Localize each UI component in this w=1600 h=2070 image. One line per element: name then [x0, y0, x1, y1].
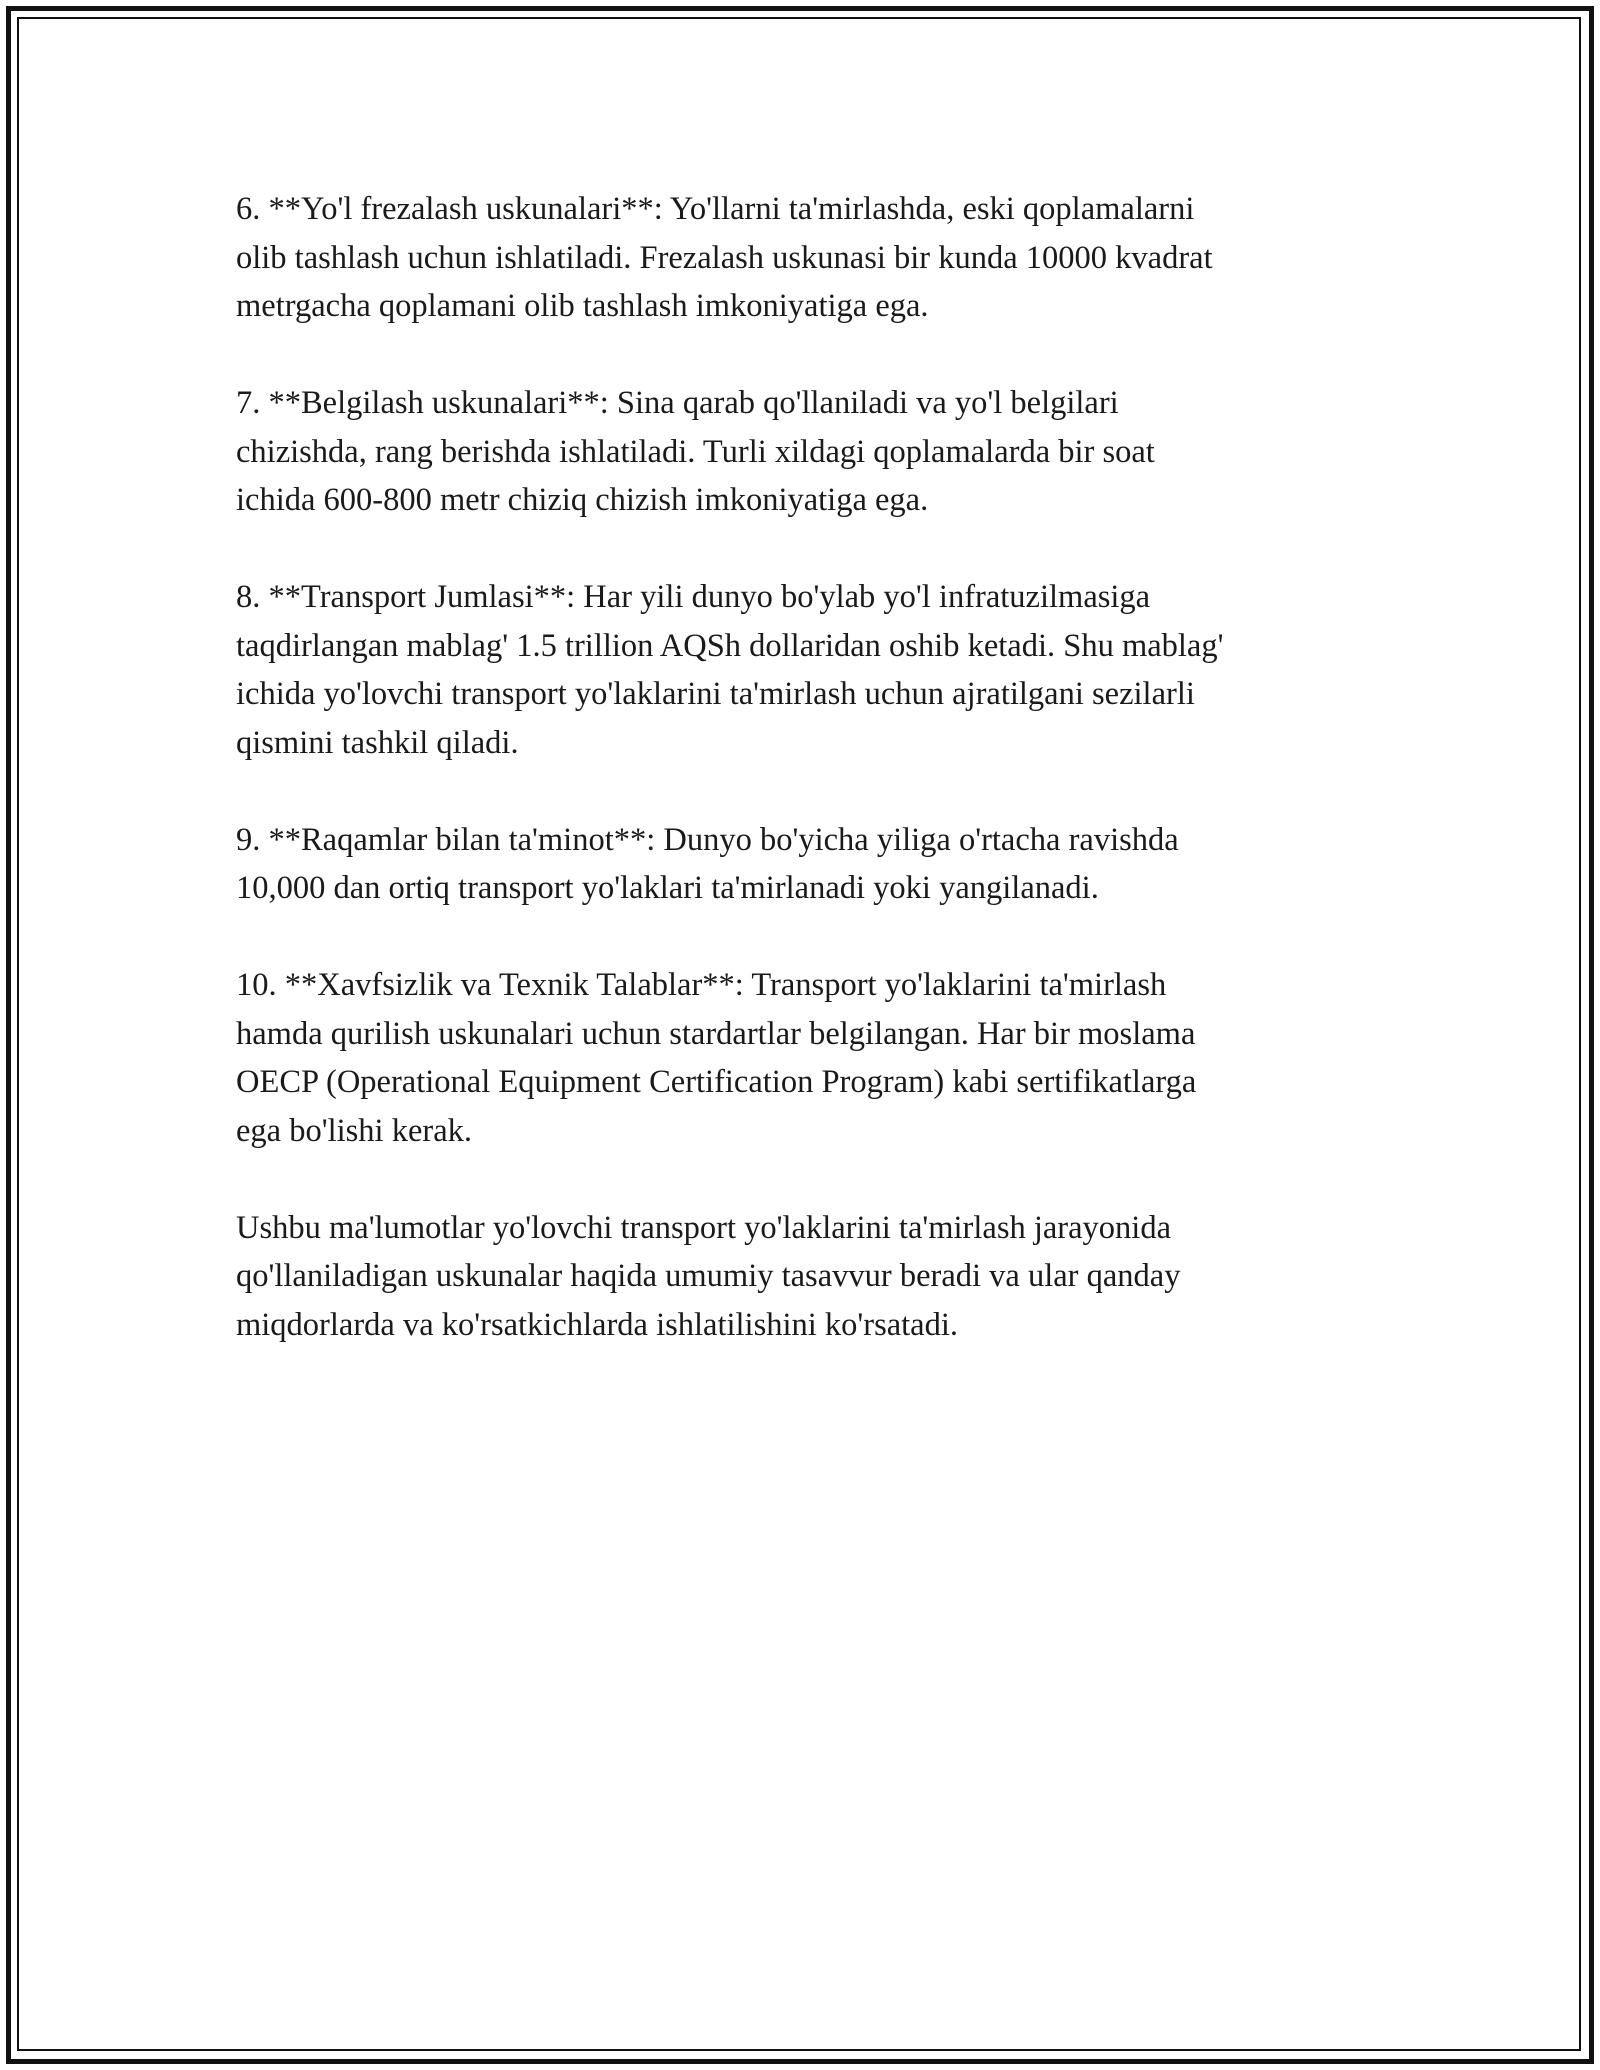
paragraph-item-8: 8. **Transport Jumlasi**: Har yili dunyo bo'ylab yo'l infratuzilmasiga taqdirlangan mablag' 1.5 trillion AQSh dollaridan oshib ketadi. Shu mablag' ichida yo'lovchi transport yo'laklarini ta'mirlash uchun ajratilgani sezilarli qismini tashkil qiladi.	[236, 579, 1224, 761]
document-body	[236, 185, 1386, 1398]
paragraph-item-7: 7. **Belgilash uskunalari**: Sina qarab qo'llaniladi va yo'l belgilari chizishda, rang berishda ishlatiladi. Turli xildagi qoplamalarda bir soat ichida 600-800 metr chiziq chizish imkoniyatiga ega.	[236, 385, 1155, 518]
paragraph-item-9: 9. **Raqamlar bilan ta'minot**: Dunyo bo'yicha yiliga o'rtacha ravishda 10,000 dan ortiq transport yo'laklari ta'mirlanadi yoki yangilanadi.	[236, 821, 1179, 906]
paragraph-item-10: 10. **Xavfsizlik va Texnik Talablar**: Transport yo'laklarini ta'mirlash hamda qurilish uskunalari uchun stardartlar belgilangan. Har bir moslama OECP (Operational Equipment Certification Program) kabi sertifikatlarga ega bo'lishi kerak.	[236, 967, 1197, 1149]
paragraph-summary: Ushbu ma'lumotlar yo'lovchi transport yo'laklarini ta'mirlash jarayonida qo'llaniladigan uskunalar haqida umumiy tasavvur beradi va ular qanday miqdorlarda va ko'rsatkichlarda ishlatilishini ko'rsatadi.	[236, 1209, 1181, 1343]
paragraph-item-6: 6. **Yo'l frezalash uskunalari**: Yo'llarni ta'mirlashda, eski qoplamalarni olib tashlash uchun ishlatiladi. Frezalash uskunasi bir kunda 10000 kvadrat metrgacha qoplamani olib tashlash imkoniyatiga ega.	[236, 191, 1213, 324]
